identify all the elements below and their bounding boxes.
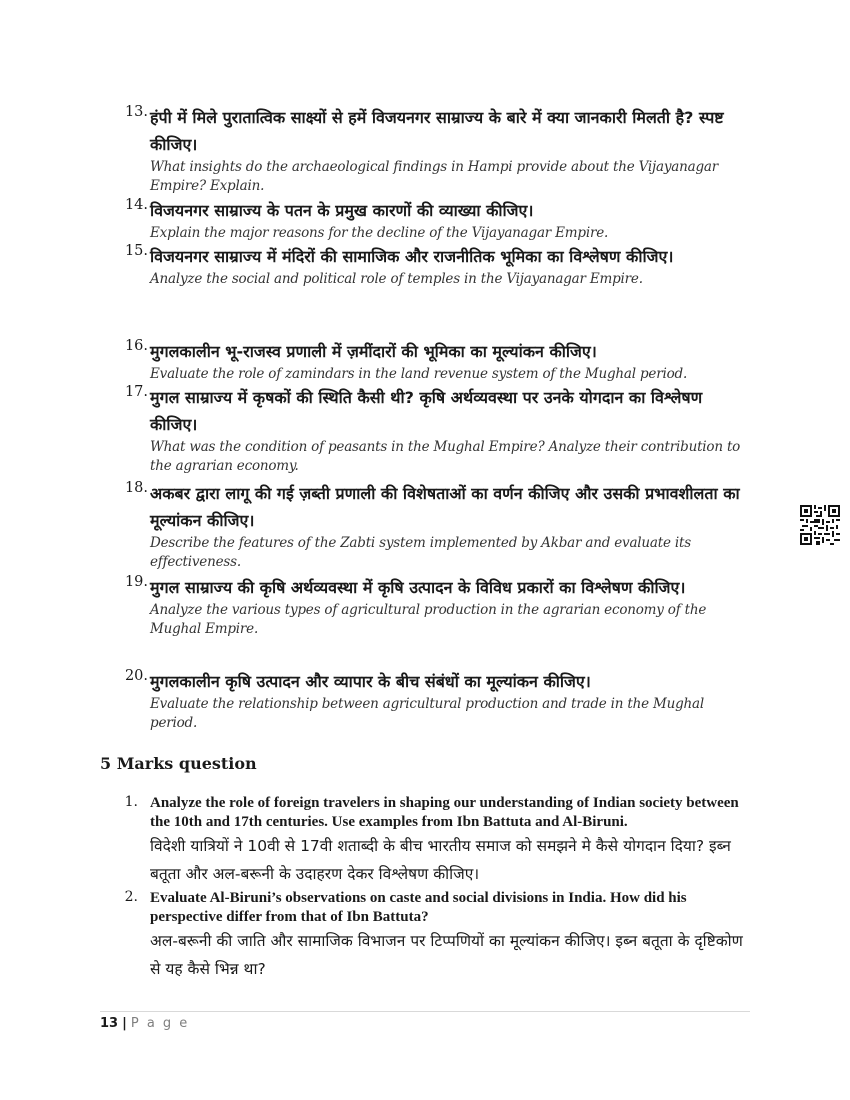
five-mark-question-1 (118, 794, 758, 888)
footer-divider (100, 1011, 750, 1012)
question-english: Evaluate the relationship between agricultural production and trade in the Mughal period. (150, 696, 705, 731)
question-english: Describe the features of the Zabti system implemented by Akbar and evaluate its effectiveness. (150, 535, 691, 570)
question-english: What was the condition of peasants in the Mughal Empire? Analyze their contribution to the agrarian economy. (150, 439, 741, 474)
page-footer (100, 1016, 189, 1031)
question-19 (118, 574, 748, 639)
question-hindi: अल-बरूनी की जाति और सामाजिक विभाजन पर टिप्पणियों का मूल्यांकन कीजिए। इब्न बतूता के दृष्टिकोण से यह कैसे भिन्न था? (150, 932, 743, 978)
question-13 (118, 104, 748, 196)
question-number: 20. (124, 668, 148, 684)
question-hindi: मुगलकालीन कृषि उत्पादन और व्यापार के बीच संबंधों का मूल्यांकन कीजिए। (150, 672, 591, 691)
question-20 (118, 668, 748, 733)
question-number: 1. (124, 794, 138, 810)
footer-separator: | (122, 1016, 127, 1031)
question-hindi: विजयनगर साम्राज्य में मंदिरों की सामाजिक और राजनीतिक भूमिका का विश्लेषण कीजिए। (150, 247, 674, 266)
question-english: Evaluate Al-Biruni’s observations on caste and social divisions in India. How did his perspective differ from that of Ibn Battuta? (150, 890, 687, 925)
question-hindi: हंपी में मिले पुरातात्विक साक्ष्यों से हमें विजयनगर साम्राज्य के बारे में क्या जानकारी मिलती है? स्पष्ट कीजिए। (150, 108, 724, 154)
question-number: 19. (124, 574, 148, 590)
question-number: 2. (124, 889, 138, 905)
question-hindi: अकबर द्वारा लागू की गई ज़ब्ती प्रणाली की विशेषताओं का वर्णन कीजिए और उसकी प्रभावशीलता का मूल्यांकन कीजिए। (150, 484, 740, 530)
question-english: Analyze the role of foreign travelers in shaping our understanding of Indian society between the 10th and 17th centuries. Use examples from Ibn Battuta and Al-Biruni. (150, 795, 739, 830)
question-english: Evaluate the role of zamindars in the land revenue system of the Mughal period. (150, 366, 688, 382)
question-hindi: मुगलकालीन भू-राजस्व प्रणाली में ज़मींदारों की भूमिका का मूल्यांकन कीजिए। (150, 342, 597, 361)
question-english: What insights do the archaeological findings in Hampi provide about the Vijayanagar Empire? Explain. (150, 159, 719, 194)
question-hindi: मुगल साम्राज्य में कृषकों की स्थिति कैसी थी? कृषि अर्थव्यवस्था पर उनके योगदान का विश्लेषण कीजिए। (150, 388, 703, 434)
question-17 (118, 384, 748, 476)
question-number: 13. (124, 104, 148, 120)
question-14 (118, 197, 748, 243)
question-number: 17. (124, 384, 148, 400)
question-18 (118, 480, 748, 572)
page-number: 13 (100, 1016, 119, 1031)
question-number: 18. (124, 480, 148, 496)
five-mark-question-2 (118, 889, 758, 983)
qr-code-icon[interactable] (800, 505, 840, 545)
question-hindi: विजयनगर साम्राज्य के पतन के प्रमुख कारणों की व्याख्या कीजिए। (150, 201, 534, 220)
question-hindi: मुगल साम्राज्य की कृषि अर्थव्यवस्था में कृषि उत्पादन के विविध प्रकारों का विश्लेषण कीजिए। (150, 578, 686, 597)
question-number: 16. (124, 338, 148, 354)
page-label: P a g e (130, 1016, 190, 1031)
question-16 (118, 338, 748, 384)
question-number: 14. (124, 197, 148, 213)
question-hindi: विदेशी यात्रियों ने 10वी से 17वी शताब्दी के बीच भारतीय समाज को समझने मे कैसे योगदान दिया? इब्न बतूता और अल-बरूनी के उदाहरण देकर विश्लेषण कीजिए। (150, 837, 731, 883)
question-english: Explain the major reasons for the decline of the Vijayanagar Empire. (150, 225, 609, 241)
question-number: 15. (124, 243, 148, 259)
question-english: Analyze the various types of agricultural production in the agrarian economy of the Mughal Empire. (150, 602, 707, 637)
question-15 (118, 243, 748, 289)
question-english: Analyze the social and political role of temples in the Vijayanagar Empire. (150, 271, 643, 287)
section-heading: 5 Marks question (100, 754, 257, 773)
